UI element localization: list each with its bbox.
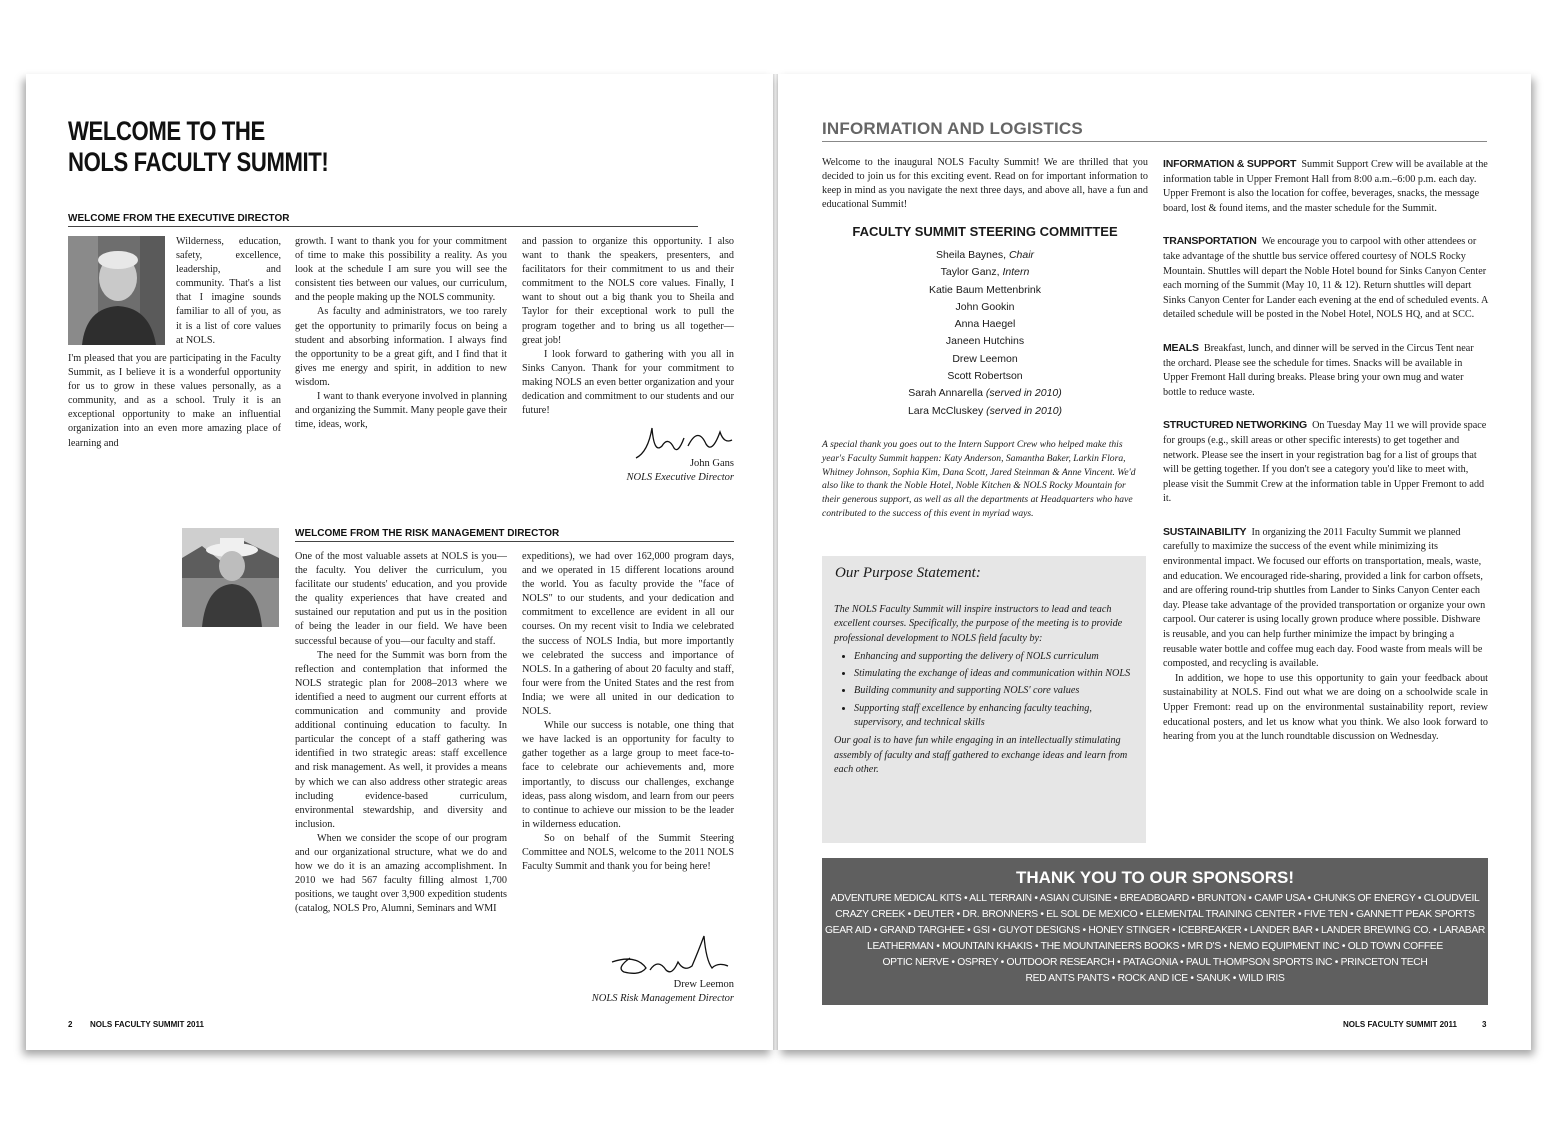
right-page-number: 3 (1482, 1020, 1487, 1029)
intern-thanks: A special thank you goes out to the Intern Support Crew who helped make this year's Faculty Summit happen: Katy Anderson, Samantha Baker, Larkin Flora, Whitney Johnson, Sophia Kim, Dana Scott, Jared Steinman & Anne Vincent. We'd also like to thank the Noble Hotel, Noble Kitchen & NOLS Rocky Mountain for their generous support, as well as all the departments at Headquarters who have contributed to the success of this event in myriad ways. (822, 439, 1136, 519)
sponsor-line: OPTIC NERVE • OSPREY • OUTDOOR RESEARCH • PATAGONIA • PAUL THOMPSON SPORTS INC • PRINCETON TECH (882, 957, 1428, 968)
drew-leemon-photo (182, 528, 279, 627)
purpose-bullet: • Supporting staff excellence by enhancing faculty teaching, supervisory, and technical skills (854, 702, 1138, 731)
sponsor-line: CRAZY CREEK • DEUTER • DR. BRONNERS • EL SOL DE MEXICO • ELEMENTAL TRAINING CENTER • FIVE TEN • GANNETT PEAK SPORTS (835, 909, 1475, 920)
purpose-bullet: • Enhancing and supporting the delivery of NOLS curriculum (854, 650, 1138, 664)
committee-member: Scott Robertson (947, 370, 1023, 383)
sustainability-paragraph: SUSTAINABILITY In organizing the 2011 Faculty Summit we planned carefully to maximize the success of the event while minimizing its environmental impact. We focused our efforts on transportation, meals, waste, and education. We encouraged ride-sharing, provided a link for carbon offsets, and are offering round-trip shuttles from Lander to Sinks Canyon Center each day. Please take advantage of the provided transportation or organize your own carpool. Our caterer is using locally grown produce where possible. Dishware is reusable, and you can help further minimize the impact by bringing a reusable water bottle and coffee mug each day. Food waste from meals will be composted, and recycling is available. (1163, 525, 1486, 670)
john-gans-title: NOLS Executive Director (626, 472, 734, 483)
drew-leemon-signature (606, 932, 736, 980)
sponsor-list (822, 891, 1488, 987)
john-gans-photo (68, 236, 165, 345)
purpose-heading: Our Purpose Statement: (835, 565, 981, 581)
exec-col1-rest: I'm pleased that you are participating in the Faculty Summit, as I believe it is a wonderful opportunity for us to grow in these values personally, as a community, and as a school. Truly it is an exceptional opportunity to make an influential organization into an even more amazing place of learning and (68, 353, 281, 449)
info-support-paragraph: INFORMATION & SUPPORT Summit Support Crew will be available at the information table in Upper Fremont Hall from 8:00 a.m.–6:00 p.m. each day. Upper Fremont is also the location for coffee, beverages, snacks, the message board, lost & found items, and the master schedule for the Summit. (1163, 158, 1488, 214)
committee-member: Anna Haegel (954, 318, 1016, 331)
purpose-bullet: • Stimulating the exchange of ideas and communication within NOLS (854, 667, 1138, 681)
committee-member: Sheila Baynes, Chair (935, 249, 1035, 261)
purpose-bullet-list (834, 650, 1138, 730)
purpose-bullet: • Building community and supporting NOLS' core values (854, 684, 1138, 698)
meals-paragraph: MEALS Breakfast, lunch, and dinner will be served in the Circus Tent near the orchard. Please see the schedule for times. Snacks will be available in Upper Fremont Hall during breaks. Please bring your own mug and water bottle to reduce waste. (1163, 341, 1474, 398)
committee-member: Lara McCluskey (served in 2010) (907, 404, 1063, 417)
right-page (778, 74, 1531, 1050)
risk-col2: expeditions), we had over 162,000 program days, and we operated in 15 different locations around the world. You as faculty provide the "face of NOLS" to our students, and your dedication and commitment to excellence are evident in all our courses. On my recent visit to India we celebrated the success of NOLS India, but more importantly we celebrated the success and importance of NOLS. In a gathering of about 20 faculty and staff, four were from the United States and the rest from India; we were all united in our dedication to NOLS. While our success is notable, one thing that we have lacked is an opportunity for faculty to gather together as a large group to meet face-to-face to celebrate our achievements and, more importantly, to discuss our challenges, exchange ideas, pass along wisdom, and learn from our peers to continue to achieve our mission to be the leader in wilderness education. So on behalf of the Summit Steering Committee and NOLS, welcome to the 2011 NOLS Faculty Summit and thank you for being here! (522, 551, 734, 873)
drew-leemon-title: NOLS Risk Management Director (591, 993, 734, 1004)
logistics-column (1163, 157, 1488, 763)
drew-leemon-signature-block (546, 932, 734, 1007)
committee-member: Drew Leemon (952, 352, 1018, 365)
purpose-statement-box (822, 556, 1146, 843)
committee-member: Katie Baum Mettenbrink (928, 283, 1042, 296)
info-logistics-title: INFORMATION AND LOGISTICS (822, 119, 1487, 142)
exec-col3: and passion to organize this opportunity. I also want to thank the speakers, presenters, and facilitators for their commitment to us and their commitment to the NOLS core values. Finally, I want to shout out a big thank you to Sheila and Taylor for their exceptional work to pull the program together and to bring us all together—great job! I look forward to gathering with you all in Sinks Canyon. Thank for your commitment to making NOLS an even better organization and your dedication and commitment to our students and our future! (522, 236, 734, 417)
risk-section-heading: WELCOME FROM THE RISK MANAGEMENT DIRECTOR (295, 528, 734, 542)
left-page-number: 2 (68, 1020, 73, 1029)
networking-paragraph: STRUCTURED NETWORKING On Tuesday May 11 we will provide space for groups (e.g., skill areas or other specific interests) to get together and network. Please see the insert in your registration bag for a list of groups that will be getting together. If you don't see a category you'd like to meet with, please visit the Summit Crew at the information table in Upper Fremont to add it. (1163, 419, 1487, 505)
sponsor-line: LEATHERMAN • MOUNTAIN KHAKIS • THE MOUNTAINEERS BOOKS • MR D'S • NEMO EQUIPMENT INC • OLD TOWN COFFEE (867, 941, 1443, 952)
john-gans-name: John Gans (689, 458, 734, 469)
sponsors-box (822, 858, 1488, 1005)
committee-member: Sarah Annarella (served in 2010) (908, 387, 1062, 400)
committee-member: Janeen Hutchins (945, 335, 1025, 348)
exec-section-heading: WELCOME FROM THE EXECUTIVE DIRECTOR (68, 213, 698, 227)
risk-col1: One of the most valuable assets at NOLS is you—the faculty. You deliver the curriculum, you facilitate our students' education, and you provide the quality experiences that have created and sustained our reputation and put us in the position of being the leader in our field. We have been successful because of you—our faculty and staff. The need for the Summit was born from the reflection and contemplation that informed the NOLS strategic plan for 2008–2013 where we identified a need to augment our current efforts at communication and community and provide additional continuing education to faculty. In particular the concept of a staff gathering was identified in two strategic areas: staff excellence and risk management. As well, it provides a means by which we can also address other strategic areas including evidence-based curriculum, environmental stewardship, and diversity and inclusion. When we consider the scope of our program and our organizational structure, what we do and how we do it is an amazing accomplishment. In 2010 we had 567 faculty filling almost 1,700 positions, we taught over 3,900 expedition students (catalog, NOLS Pro, Alumni, Seminars and WMI (295, 551, 507, 915)
exec-col2: growth. I want to thank you for your commitment of time to make this possibility a reality. As you look at the schedule I am sure you will see the consistent ties between our values, our curriculum, and the people making up the NOLS community. As faculty and administrators, we too rarely get the opportunity to primarily focus on being a student and absorbing information. I always find the opportunity to be a great gift, and I find that it gives me energy and spirit, in addition to new wisdom. I want to thank everyone involved in planning and organizing the Summit. Many people gave their time, ideas, work, (295, 236, 508, 431)
sponsors-title: THANK YOU TO OUR SPONSORS! (1015, 868, 1294, 887)
right-footer-text: NOLS FACULTY SUMMIT 2011 (1343, 1020, 1457, 1029)
sponsor-line: RED ANTS PANTS • ROCK AND ICE • SANUK • WILD IRIS (1025, 973, 1285, 984)
drew-leemon-name: Drew Leemon (673, 979, 734, 990)
left-footer-text: NOLS FACULTY SUMMIT 2011 (90, 1020, 204, 1029)
committee-list (822, 247, 1148, 420)
left-page (26, 74, 773, 1050)
page-title: WELCOME TO THE NOLS FACULTY SUMMIT! (68, 116, 329, 177)
sponsor-line: ADVENTURE MEDICAL KITS • ALL TERRAIN • ASIAN CUISINE • BREADBOARD • BRUNTON • CAMP USA • CHUNKS OF ENERGY • CLOUDVEIL (830, 893, 1480, 904)
committee-member: John Gookin (955, 300, 1015, 313)
exec-col1-wrap: Wilderness, education, safety, excellence, leadership, and community. That's a list that I imagine sounds familiar to all of you, as it is a list of core values at NOLS. (176, 236, 281, 346)
committee-title: FACULTY SUMMIT STEERING COMMITTEE (852, 224, 1118, 239)
purpose-body: The NOLS Faculty Summit will inspire instructors to lead and teach excellent courses. Specifically, the purpose of the meeting is to provide professional development to NOLS field faculty by: • Enhancing and supporting the delivery of NOLS curriculum • Stimulating the exchange of ideas and communication within NOLS • Building community and supporting NOLS' core values • Supporting staff excellence by enhancing faculty teaching, supervisory, and technical skills Our goal is to have fun while engaging in an intellectually stimulating assembly of faculty and staff gathered to exchange ideas and learn from each other. (834, 603, 1138, 777)
sponsor-line: GEAR AID • GRAND TARGHEE • GSI • GUYOT DESIGNS • HONEY STINGER • ICEBREAKER • LANDER BAR • LANDER BREWING CO. • LARABAR (824, 925, 1486, 936)
sustainability-paragraph-2: In addition, we hope to use this opportunity to gain your feedback about sustainability at NOLS. Find out what we are doing on a schoolwide scale in Upper Fremont: read up on the environmental sustainability report, review educational posters, and let us know what you think. We also look forward to hearing from you at the lunch roundtable discussion on Wednesday. (1163, 672, 1488, 743)
transportation-paragraph: TRANSPORTATION We encourage you to carpool with other attendees or take advantage of the shuttle bus service offered courtesy of NOLS Rocky Mountain. Shuttles will depart the Noble Hotel bound for Sinks Canyon Center each morning of the Summit (May 10, 11 & 12). Return shuttles will depart Sinks Canyon Center for Lander each evening at the end of scheduled events. A detailed schedule will be posted in the Nobel Hotel, NOLS HQ, and at SCC. (1163, 235, 1488, 321)
john-gans-signature-block (566, 424, 734, 486)
committee-member: Taylor Ganz, Intern (940, 266, 1030, 279)
intro-paragraph: Welcome to the inaugural NOLS Faculty Summit! We are thrilled that you decided to join us for this exciting event. Read on for important information to keep in mind as you navigate the next three days, and above all, have a fun and educational Summit! (822, 157, 1148, 211)
